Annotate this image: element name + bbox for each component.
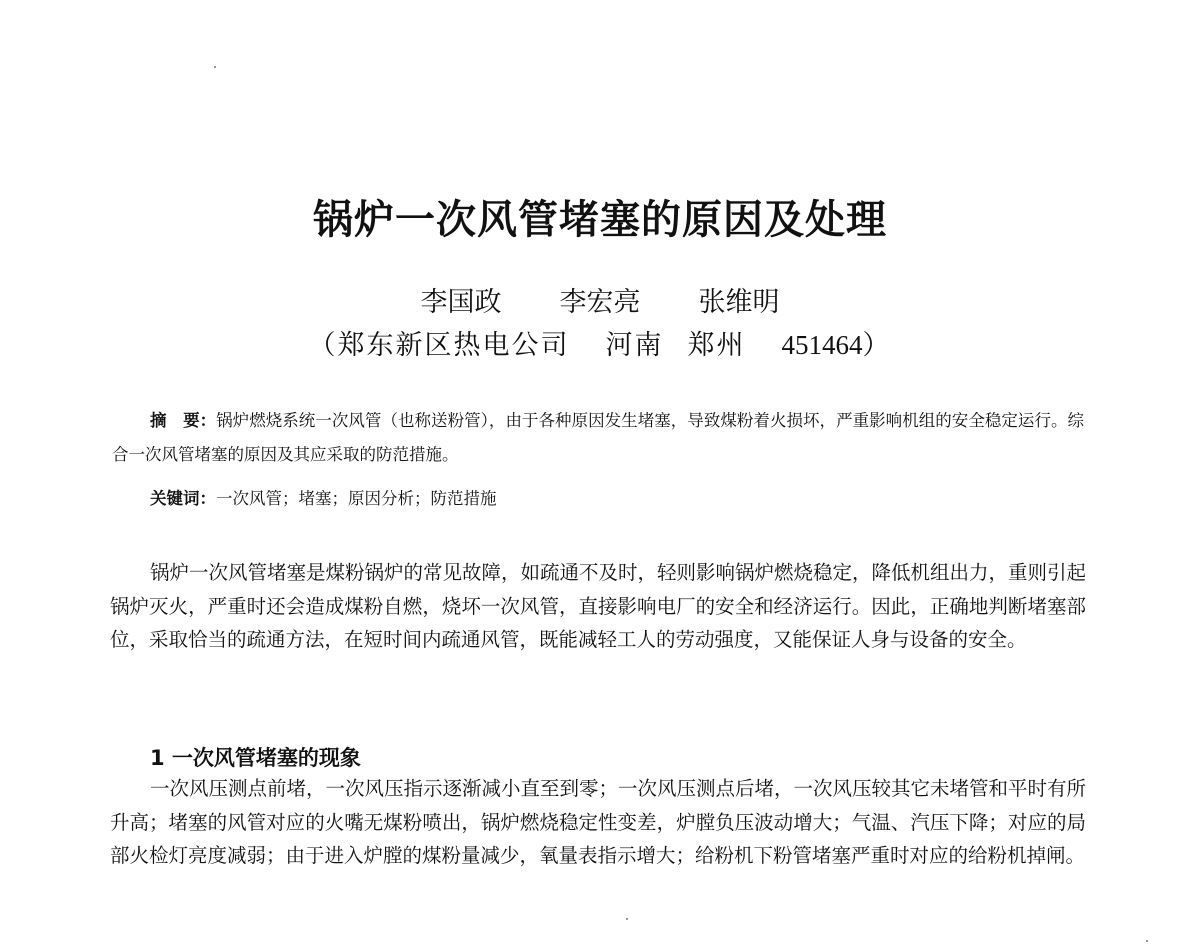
- author-name: 李国政: [420, 287, 502, 318]
- scan-speck: [214, 66, 216, 68]
- author-name: 李宏亮: [559, 287, 641, 318]
- abstract-text: 锅炉燃烧系统一次风管（也称送粉管），由于各种原因发生堵塞，导致煤粉着火损坏，严重影响机组的安全稳定运行。综合一次风管堵塞的原因及其应采取的防范措施。: [112, 411, 1084, 464]
- paper-title: 锅炉一次风管堵塞的原因及处理: [313, 196, 887, 243]
- affiliation-city: 郑州: [687, 330, 746, 361]
- affiliation-close-paren: ）: [862, 330, 892, 361]
- affiliation: [0, 326, 1200, 365]
- keywords-label: 关键词：: [150, 489, 216, 508]
- abstract-label: 摘 要：: [150, 411, 217, 430]
- affiliation-postcode: 451464: [781, 330, 863, 360]
- affiliation-province: 河南: [605, 330, 664, 361]
- scan-speck: [626, 918, 628, 920]
- author-name: 张维明: [698, 287, 780, 318]
- section-heading: 1 一次风管堵塞的现象: [150, 746, 361, 770]
- author-list: [0, 284, 1200, 322]
- scan-speck: [1146, 940, 1148, 942]
- intro-paragraph: 锅炉一次风管堵塞是煤粉锅炉的常见故障，如疏通不及时，轻则影响锅炉燃烧稳定，降低机组出力，重则引起锅炉灭火，严重时还会造成煤粉自燃，烧坏一次风管，直接影响电厂的安全和经济运行。因此，正确地判断堵塞部位，采取恰当的疏通方法，在短时间内疏通风管，既能减轻工人的劳动强度，又能保证人身与设备的安全。: [110, 561, 1087, 651]
- keywords: [150, 482, 1084, 516]
- affiliation-org: 郑东新区热电公司: [337, 330, 570, 361]
- affiliation-open-paren: （: [308, 330, 338, 361]
- keywords-text: 一次风管；堵塞；原因分析；防范措施: [216, 489, 497, 508]
- abstract: [112, 404, 1084, 472]
- section-paragraph: 一次风压测点前堵，一次风压指示逐渐减小直至到零；一次风压测点后堵，一次风压较其它未堵管和平时有所升高；堵塞的风管对应的火嘴无煤粉喷出，锅炉燃烧稳定性变差，炉膛负压波动增大；气温、汽压下降；对应的局部火检灯亮度减弱；由于进入炉膛的煤粉量减少，氧量表指示增大；给粉机下粉管堵塞严重时对应的给粉机掉闸。: [110, 777, 1087, 867]
